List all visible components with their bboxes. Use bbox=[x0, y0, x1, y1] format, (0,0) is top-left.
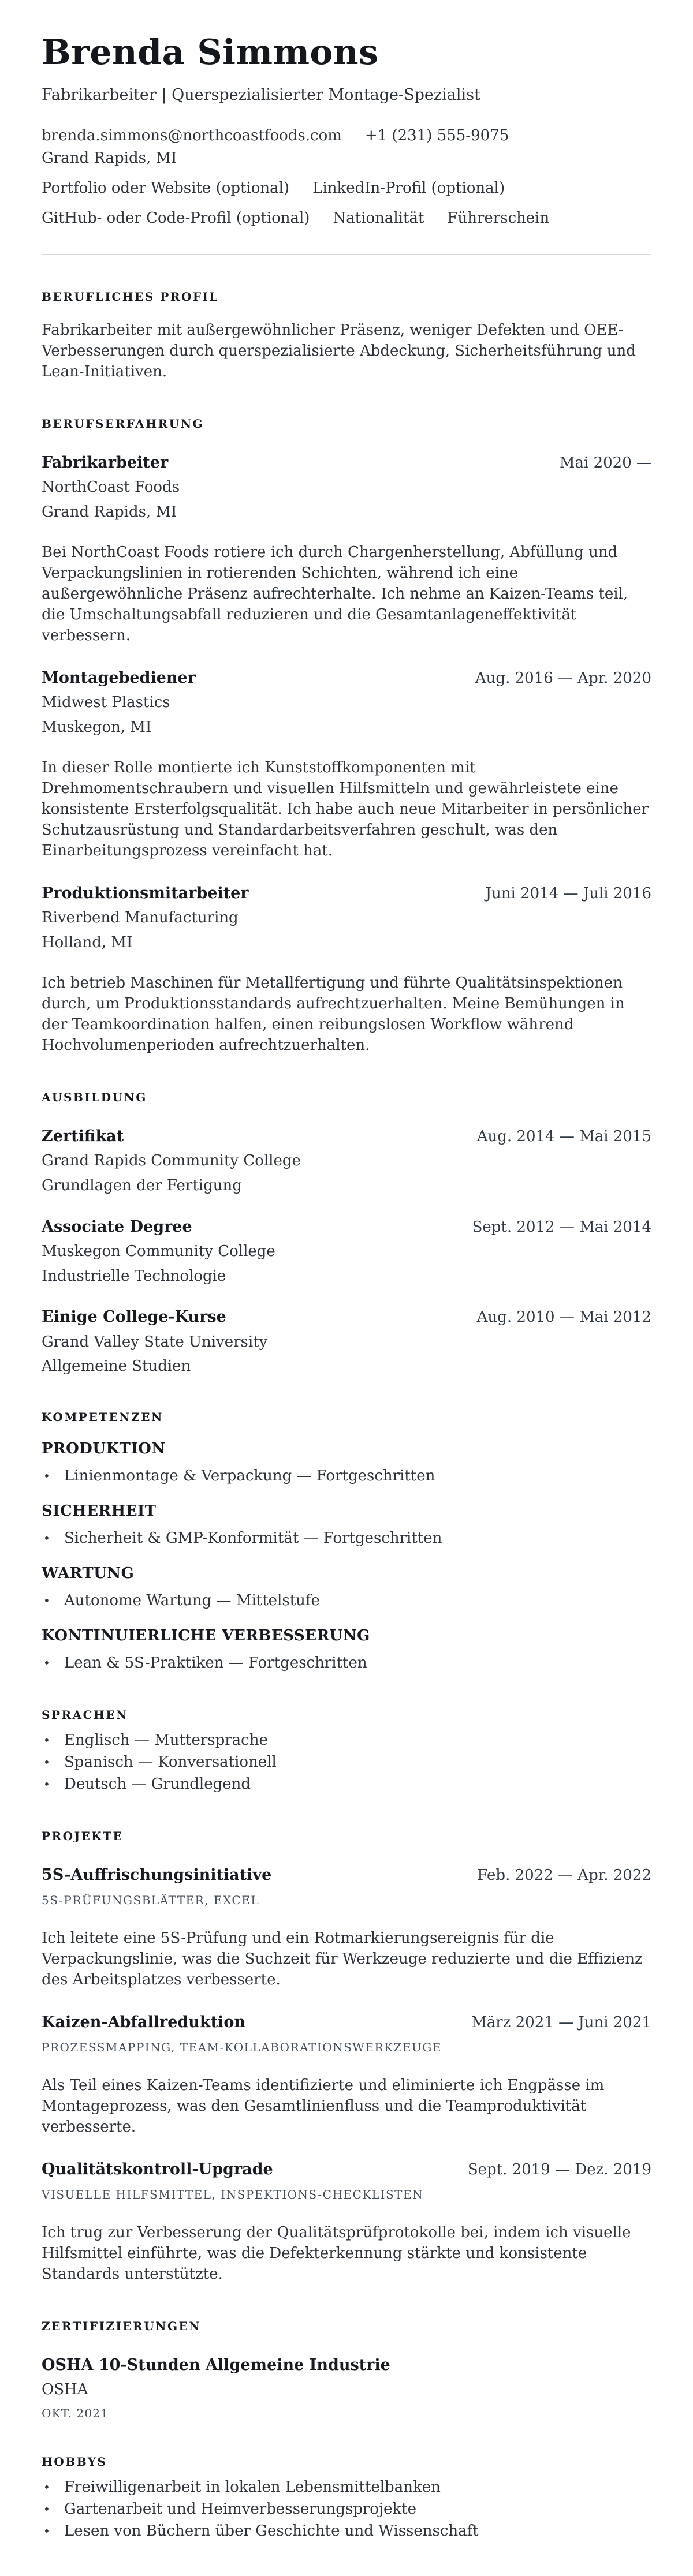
language-item bbox=[42, 1730, 651, 1751]
project-tags: PROZESSMAPPING, TEAM-KOLLABORATIONSWERKZEUGE bbox=[42, 2040, 442, 2055]
project-tags: 5S-PRÜFUNGSBLÄTTER, EXCEL bbox=[42, 1893, 260, 1908]
header-divider bbox=[42, 254, 651, 255]
bullet-icon: • bbox=[43, 2524, 50, 2538]
skill-category-name: PRODUKTION bbox=[42, 1440, 166, 1458]
education-program: Grundlagen der Fertigung bbox=[42, 1176, 242, 1194]
candidate-title: Fabrikarbeiter | Querspezialisierter Montage-Spezialist bbox=[42, 86, 480, 104]
skill-category-name: SICHERHEIT bbox=[42, 1502, 157, 1520]
project-entry bbox=[42, 2160, 651, 2285]
job-company: Riverbend Manufacturing bbox=[42, 909, 239, 927]
section-experience bbox=[42, 417, 651, 1055]
hobby-item-text: Lesen von Büchern über Geschichte und Wissenschaft bbox=[64, 2522, 479, 2540]
education-entry bbox=[42, 1218, 651, 1285]
skill-list bbox=[42, 1652, 651, 1673]
education-program: Allgemeine Studien bbox=[42, 1358, 191, 1375]
job-entry bbox=[42, 884, 651, 1056]
project-entry-header bbox=[42, 2013, 651, 2031]
profile-text: Fabrikarbeiter mit außergewöhnlicher Präsenz, weniger Defekten und OEE-Verbesserungen durch querspezialisierte Abdeckung, Sicherheitsführung und Lean-Initiativen. bbox=[42, 321, 636, 381]
education-entry bbox=[42, 1127, 651, 1195]
contact-drivers-license: Führerschein bbox=[447, 210, 550, 227]
contact-phone: +1 (231) 555-9075 bbox=[364, 126, 509, 144]
project-dates: Feb. 2022 — Apr. 2022 bbox=[477, 1867, 651, 1885]
contact-nationality: Nationalität bbox=[333, 210, 424, 227]
section-profile bbox=[42, 290, 651, 382]
education-degree: Associate Degree bbox=[42, 1217, 192, 1236]
education-program: Industrielle Technologie bbox=[42, 1267, 226, 1285]
job-description: Bei NorthCoast Foods rotiere ich durch Chargenherstellung, Abfüllung und Verpackungslinien in rotierenden Schichten, während ich eine außergewöhnliche Präsenz aufrechterhalte. Ich nehme an Kaizen-Teams teil, die Umschaltungsabfall reduzieren und die Gesamtanlageneffektivität verbessern. bbox=[42, 544, 628, 645]
bullet-icon: • bbox=[43, 1594, 50, 1608]
section-heading-skills: KOMPETENZEN bbox=[42, 1410, 163, 1425]
job-title: Montagebediener bbox=[42, 669, 196, 687]
job-entry-header bbox=[42, 454, 651, 472]
project-title: Kaizen-Abfallreduktion bbox=[42, 2013, 246, 2032]
skill-item bbox=[42, 1590, 651, 1611]
skill-category bbox=[42, 1627, 651, 1673]
job-company: NorthCoast Foods bbox=[42, 478, 180, 496]
skill-item bbox=[42, 1528, 651, 1549]
job-description: In dieser Rolle montierte ich Kunststoffkomponenten mit Drehmomentschraubern und visuellen Hilfsmitteln und gewährleistete eine konsistente Ersterfolgsqualität. Ich habe auch neue Mitarbeiter in persönlicher Schutzausrüstung und Standardarbeitsverfahren geschult, was den Einarbeitungsprozess vereinfacht hat. bbox=[42, 758, 649, 859]
bullet-icon: • bbox=[43, 1656, 50, 1670]
contact-linkedin: LinkedIn-Profil (optional) bbox=[312, 179, 505, 197]
skill-list bbox=[42, 1465, 651, 1486]
candidate-name: Brenda Simmons bbox=[42, 32, 379, 73]
bullet-icon: • bbox=[43, 2480, 50, 2495]
contact-row-3 bbox=[42, 210, 651, 227]
job-entry bbox=[42, 669, 651, 861]
job-description: Ich betrieb Maschinen für Metallfertigung und führte Qualitätsinspektionen durch, um Produktionsstandards aufrechtzuerhalten. Meine Bemühungen in der Teamkoordination halfen, einen reibungslosen Workflow während Hochvolumenperioden aufrechtzuerhalten. bbox=[42, 974, 625, 1054]
section-heading-certifications: ZERTIFIZIERUNGEN bbox=[42, 2319, 202, 2334]
job-title: Produktionsmitarbeiter bbox=[42, 884, 249, 902]
skill-item bbox=[42, 1465, 651, 1486]
skill-category bbox=[42, 1440, 651, 1486]
certification-issuer: OSHA bbox=[42, 2381, 88, 2399]
bullet-icon: • bbox=[43, 1777, 50, 1792]
section-heading-languages: SPRACHEN bbox=[42, 1708, 128, 1722]
job-dates: Juni 2014 — Juli 2016 bbox=[485, 884, 651, 902]
skill-category-name: KONTINUIERLICHE VERBESSERUNG bbox=[42, 1627, 370, 1645]
bullet-icon: • bbox=[43, 1469, 50, 1483]
section-certifications bbox=[42, 2319, 651, 2420]
skill-list bbox=[42, 1590, 651, 1611]
certification-title: OSHA 10-Stunden Allgemeine Industrie bbox=[42, 2356, 390, 2375]
project-description: Ich trug zur Verbesserung der Qualitätsprüfprotokolle bei, indem ich visuelle Hilfsmittel einführte, was die Defekterkennung stärkte und konsistente Standards unterstützte. bbox=[42, 2224, 631, 2283]
language-item bbox=[42, 1774, 651, 1794]
section-heading-projects: PROJEKTE bbox=[42, 1829, 124, 1844]
skill-item-text: Lean & 5S-Praktiken — Fortgeschritten bbox=[64, 1654, 367, 1672]
certification-date: OKT. 2021 bbox=[42, 2406, 109, 2421]
project-entry bbox=[42, 1866, 651, 1990]
education-degree: Zertifikat bbox=[42, 1127, 124, 1145]
contact-portfolio: Portfolio oder Website (optional) bbox=[42, 179, 290, 197]
education-dates: Aug. 2014 — Mai 2015 bbox=[476, 1127, 651, 1145]
skill-category bbox=[42, 1565, 651, 1611]
education-school: Grand Valley State University bbox=[42, 1333, 268, 1351]
bullet-icon: • bbox=[43, 1755, 50, 1770]
language-list bbox=[42, 1730, 651, 1794]
education-school: Grand Rapids Community College bbox=[42, 1151, 301, 1169]
skill-list bbox=[42, 1528, 651, 1549]
job-entry bbox=[42, 454, 651, 646]
job-location: Holland, MI bbox=[42, 933, 133, 951]
skill-item-text: Linienmontage & Verpackung — Fortgeschritten bbox=[64, 1467, 435, 1485]
skill-item-text: Sicherheit & GMP-Konformität — Fortgeschritten bbox=[64, 1530, 442, 1547]
contact-location: Grand Rapids, MI bbox=[42, 149, 177, 167]
education-entry-header bbox=[42, 1127, 651, 1145]
project-entry-header bbox=[42, 2160, 651, 2178]
section-heading-hobbies: HOBBYS bbox=[42, 2455, 107, 2469]
certification-entry bbox=[42, 2356, 651, 2420]
language-item-text: Deutsch — Grundlegend bbox=[64, 1775, 251, 1793]
contact-row-1 bbox=[42, 127, 651, 167]
section-heading-experience: BERUFSERFAHRUNG bbox=[42, 417, 204, 431]
hobby-item bbox=[42, 2477, 651, 2498]
project-description: Ich leitete eine 5S-Prüfung und ein Rotmarkierungsereignis für die Verpackungslinie, was die Suchzeit für Werkzeuge reduzierte und die Effizienz des Arbeitsplatzes verbesserte. bbox=[42, 1930, 643, 1989]
project-tags: VISUELLE HILFSMITTEL, INSPEKTIONS-CHECKLISTEN bbox=[42, 2188, 424, 2202]
resume-header bbox=[42, 33, 651, 227]
contact-info bbox=[42, 127, 651, 228]
education-entry bbox=[42, 1308, 651, 1375]
project-dates: März 2021 — Juni 2021 bbox=[471, 2014, 651, 2032]
job-company: Midwest Plastics bbox=[42, 694, 170, 712]
education-dates: Aug. 2010 — Mai 2012 bbox=[476, 1308, 651, 1326]
skill-item-text: Autonome Wartung — Mittelstufe bbox=[64, 1592, 320, 1610]
contact-row-2 bbox=[42, 180, 651, 197]
project-description: Als Teil eines Kaizen-Teams identifizierte und eliminierte ich Engpässe im Montageprozess, was den Gesamtlinienfluss und die Teamproduktivität verbesserte. bbox=[42, 2077, 605, 2136]
bullet-icon: • bbox=[43, 2502, 50, 2517]
language-item-text: Englisch — Muttersprache bbox=[64, 1732, 268, 1749]
hobby-list bbox=[42, 2477, 651, 2541]
education-entry-header bbox=[42, 1218, 651, 1236]
skill-item bbox=[42, 1652, 651, 1673]
contact-email: brenda.simmons@northcoastfoods.com bbox=[42, 126, 342, 144]
section-projects bbox=[42, 1829, 651, 2285]
contact-github: GitHub- oder Code-Profil (optional) bbox=[42, 210, 310, 227]
section-heading-profile: BERUFLICHES PROFIL bbox=[42, 290, 219, 304]
bullet-icon: • bbox=[43, 1531, 50, 1546]
skill-category bbox=[42, 1502, 651, 1549]
section-heading-education: AUSBILDUNG bbox=[42, 1090, 147, 1104]
education-dates: Sept. 2012 — Mai 2014 bbox=[472, 1218, 651, 1236]
hobby-item-text: Freiwilligenarbeit in lokalen Lebensmittelbanken bbox=[64, 2478, 441, 2496]
job-entry-header bbox=[42, 884, 651, 902]
job-dates: Mai 2020 — bbox=[559, 454, 651, 472]
project-title: 5S-Auffrischungsinitiative bbox=[42, 1866, 272, 1885]
job-title: Fabrikarbeiter bbox=[42, 454, 169, 472]
job-location: Grand Rapids, MI bbox=[42, 503, 177, 521]
section-education bbox=[42, 1090, 651, 1375]
language-item-text: Spanisch — Konversationell bbox=[64, 1754, 277, 1771]
section-hobbies bbox=[42, 2455, 651, 2541]
section-skills bbox=[42, 1410, 651, 1673]
section-languages bbox=[42, 1708, 651, 1794]
job-dates: Aug. 2016 — Apr. 2020 bbox=[475, 670, 651, 687]
project-entry bbox=[42, 2013, 651, 2137]
language-item bbox=[42, 1752, 651, 1773]
job-entry-header bbox=[42, 669, 651, 687]
hobby-item-text: Gartenarbeit und Heimverbesserungsprojekte bbox=[64, 2500, 416, 2518]
education-entry-header bbox=[42, 1308, 651, 1326]
education-school: Muskegon Community College bbox=[42, 1242, 275, 1260]
project-dates: Sept. 2019 — Dez. 2019 bbox=[467, 2161, 651, 2179]
hobby-item bbox=[42, 2521, 651, 2541]
project-title: Qualitätskontroll-Upgrade bbox=[42, 2160, 273, 2179]
skill-category-name: WARTUNG bbox=[42, 1565, 135, 1583]
project-entry-header bbox=[42, 1866, 651, 1884]
education-degree: Einige College-Kurse bbox=[42, 1308, 226, 1326]
job-location: Muskegon, MI bbox=[42, 719, 152, 736]
hobby-item bbox=[42, 2499, 651, 2519]
bullet-icon: • bbox=[43, 1733, 50, 1748]
